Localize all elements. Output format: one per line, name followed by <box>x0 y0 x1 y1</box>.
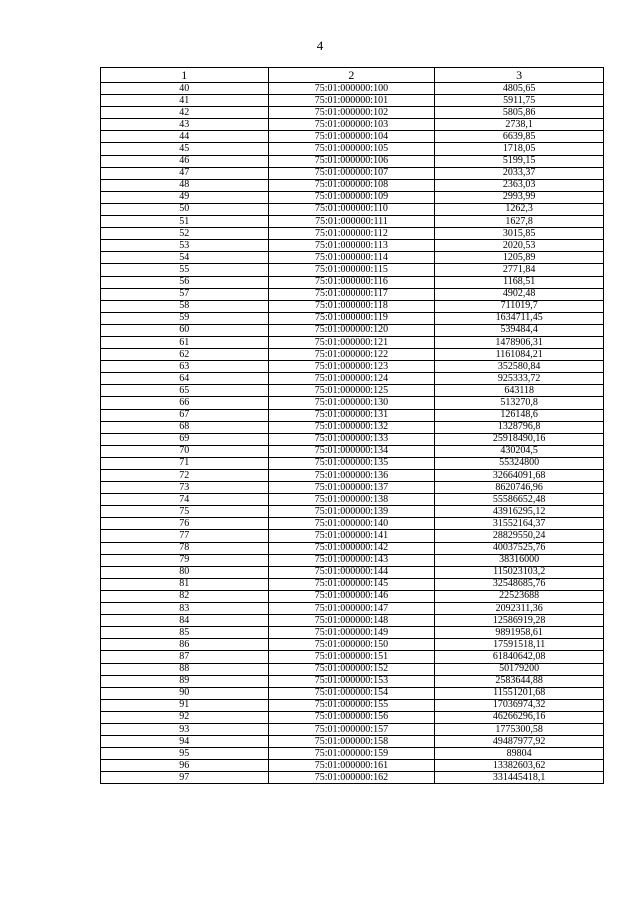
table-cell: 46266296,16 <box>435 711 604 723</box>
table-cell: 32664091,68 <box>435 470 604 482</box>
table-cell: 513270,8 <box>435 397 604 409</box>
table-cell: 75:01:000000:141 <box>268 530 435 542</box>
table-row <box>101 264 604 276</box>
data-table <box>100 67 604 784</box>
table-row <box>101 191 604 203</box>
table-cell: 68 <box>101 421 269 433</box>
table-cell: 66 <box>101 397 269 409</box>
table-cell: 70 <box>101 445 269 457</box>
table-row <box>101 530 604 542</box>
table-cell: 55586652,48 <box>435 494 604 506</box>
table-cell: 49487977,92 <box>435 736 604 748</box>
table-cell: 925333,72 <box>435 373 604 385</box>
table-cell: 539484,4 <box>435 324 604 336</box>
table-row <box>101 711 604 723</box>
table-cell: 75:01:000000:119 <box>268 312 435 324</box>
table-cell: 38316000 <box>435 554 604 566</box>
table-cell: 63 <box>101 361 269 373</box>
table-cell: 75:01:000000:149 <box>268 627 435 639</box>
table-cell: 75:01:000000:122 <box>268 349 435 361</box>
table-cell: 75:01:000000:113 <box>268 240 435 252</box>
table-row <box>101 578 604 590</box>
table-cell: 80 <box>101 566 269 578</box>
table-row <box>101 723 604 735</box>
table-cell: 40 <box>101 83 269 95</box>
table-cell: 54 <box>101 252 269 264</box>
table-row <box>101 506 604 518</box>
table-cell: 82 <box>101 590 269 602</box>
table-cell: 96 <box>101 760 269 772</box>
table-cell: 89 <box>101 675 269 687</box>
table-cell: 71 <box>101 457 269 469</box>
table-cell: 75:01:000000:159 <box>268 748 435 760</box>
table-row <box>101 421 604 433</box>
table-cell: 2033,37 <box>435 167 604 179</box>
table-cell: 75:01:000000:143 <box>268 554 435 566</box>
table-cell: 2020,53 <box>435 240 604 252</box>
table-cell: 79 <box>101 554 269 566</box>
table-cell: 78 <box>101 542 269 554</box>
table-cell: 64 <box>101 373 269 385</box>
table-row <box>101 179 604 191</box>
table-cell: 69 <box>101 433 269 445</box>
table-row <box>101 542 604 554</box>
table-cell: 2363,03 <box>435 179 604 191</box>
table-cell: 89804 <box>435 748 604 760</box>
table-cell: 75:01:000000:156 <box>268 711 435 723</box>
table-cell: 1205,89 <box>435 252 604 264</box>
table-cell: 75:01:000000:104 <box>268 131 435 143</box>
table-cell: 5805,86 <box>435 107 604 119</box>
table-row <box>101 373 604 385</box>
table-cell: 42 <box>101 107 269 119</box>
table-cell: 75:01:000000:100 <box>268 83 435 95</box>
table-cell: 91 <box>101 699 269 711</box>
table-cell: 1478906,31 <box>435 336 604 348</box>
table-cell: 74 <box>101 494 269 506</box>
table-cell: 48 <box>101 179 269 191</box>
table-cell: 12586919,28 <box>435 615 604 627</box>
table-cell: 75:01:000000:121 <box>268 336 435 348</box>
table-row <box>101 240 604 252</box>
table-cell: 1775300,58 <box>435 723 604 735</box>
table-cell: 58 <box>101 300 269 312</box>
table-cell: 87 <box>101 651 269 663</box>
table-cell: 75:01:000000:118 <box>268 300 435 312</box>
table-row <box>101 639 604 651</box>
table-cell: 75:01:000000:140 <box>268 518 435 530</box>
table-cell: 711019,7 <box>435 300 604 312</box>
table-cell: 17591518,11 <box>435 639 604 651</box>
table-cell: 5199,15 <box>435 155 604 167</box>
table-cell: 430204,5 <box>435 445 604 457</box>
table-cell: 75:01:000000:124 <box>268 373 435 385</box>
table-cell: 88 <box>101 663 269 675</box>
table-row <box>101 361 604 373</box>
table-row <box>101 748 604 760</box>
table-row <box>101 518 604 530</box>
table-cell: 75:01:000000:142 <box>268 542 435 554</box>
table-cell: 49 <box>101 191 269 203</box>
table-cell: 13382603,62 <box>435 760 604 772</box>
table-cell: 40037525,76 <box>435 542 604 554</box>
table-cell: 75:01:000000:109 <box>268 191 435 203</box>
table-cell: 22523688 <box>435 590 604 602</box>
table-cell: 81 <box>101 578 269 590</box>
column-header: 2 <box>268 68 435 83</box>
table-cell: 75:01:000000:132 <box>268 421 435 433</box>
table-row <box>101 336 604 348</box>
table-row <box>101 699 604 711</box>
table-cell: 75:01:000000:150 <box>268 639 435 651</box>
table-cell: 643118 <box>435 385 604 397</box>
table-row <box>101 276 604 288</box>
table-cell: 11551201,68 <box>435 687 604 699</box>
table-cell: 43 <box>101 119 269 131</box>
table-row <box>101 470 604 482</box>
table-cell: 25918490,16 <box>435 433 604 445</box>
table-cell: 92 <box>101 711 269 723</box>
table-cell: 75:01:000000:111 <box>268 216 435 228</box>
table-cell: 77 <box>101 530 269 542</box>
table-cell: 50 <box>101 203 269 215</box>
table-cell: 60 <box>101 324 269 336</box>
table-cell: 86 <box>101 639 269 651</box>
table-cell: 67 <box>101 409 269 421</box>
table-cell: 75:01:000000:130 <box>268 397 435 409</box>
table-cell: 1262,3 <box>435 203 604 215</box>
table-row <box>101 288 604 300</box>
table-cell: 62 <box>101 349 269 361</box>
table-cell: 65 <box>101 385 269 397</box>
table-cell: 75:01:000000:144 <box>268 566 435 578</box>
table-row <box>101 760 604 772</box>
table-row <box>101 554 604 566</box>
table-row <box>101 203 604 215</box>
table-cell: 95 <box>101 748 269 760</box>
table-cell: 2583644,88 <box>435 675 604 687</box>
table-cell: 1328796,8 <box>435 421 604 433</box>
table-cell: 83 <box>101 603 269 615</box>
table-cell: 6639,85 <box>435 131 604 143</box>
table-cell: 75:01:000000:158 <box>268 736 435 748</box>
table-cell: 1634711,45 <box>435 312 604 324</box>
table-cell: 52 <box>101 228 269 240</box>
page-number: 4 <box>316 38 324 53</box>
table-cell: 1627,8 <box>435 216 604 228</box>
table-cell: 55 <box>101 264 269 276</box>
table-cell: 31552164,37 <box>435 518 604 530</box>
table-cell: 61 <box>101 336 269 348</box>
table-cell: 75:01:000000:136 <box>268 470 435 482</box>
table-row <box>101 482 604 494</box>
table-cell: 115023103,2 <box>435 566 604 578</box>
table-cell: 1168,51 <box>435 276 604 288</box>
table-row <box>101 603 604 615</box>
table-cell: 75:01:000000:137 <box>268 482 435 494</box>
table-cell: 75:01:000000:123 <box>268 361 435 373</box>
table-cell: 75:01:000000:133 <box>268 433 435 445</box>
column-header: 3 <box>435 68 604 83</box>
table-cell: 57 <box>101 288 269 300</box>
table-row <box>101 772 604 784</box>
table-cell: 331445418,1 <box>435 772 604 784</box>
table-cell: 47 <box>101 167 269 179</box>
table-cell: 75:01:000000:106 <box>268 155 435 167</box>
table-cell: 75:01:000000:101 <box>268 95 435 107</box>
table-cell: 75:01:000000:117 <box>268 288 435 300</box>
table-row <box>101 409 604 421</box>
table-row <box>101 312 604 324</box>
table-cell: 55324800 <box>435 457 604 469</box>
table-row <box>101 107 604 119</box>
table-row <box>101 590 604 602</box>
table-cell: 75:01:000000:154 <box>268 687 435 699</box>
table-row <box>101 385 604 397</box>
table-row <box>101 324 604 336</box>
table-cell: 75:01:000000:139 <box>268 506 435 518</box>
table-cell: 51 <box>101 216 269 228</box>
table-cell: 75:01:000000:114 <box>268 252 435 264</box>
table-cell: 17036974,32 <box>435 699 604 711</box>
table-cell: 93 <box>101 723 269 735</box>
table-cell: 28829550,24 <box>435 530 604 542</box>
table-cell: 1161084,21 <box>435 349 604 361</box>
table-cell: 9891958,61 <box>435 627 604 639</box>
table-row <box>101 155 604 167</box>
table-row <box>101 433 604 445</box>
table-cell: 75:01:000000:110 <box>268 203 435 215</box>
table-row <box>101 736 604 748</box>
table-row <box>101 300 604 312</box>
table-cell: 2771,84 <box>435 264 604 276</box>
table-cell: 90 <box>101 687 269 699</box>
table-row <box>101 95 604 107</box>
table-cell: 75:01:000000:108 <box>268 179 435 191</box>
table-cell: 75:01:000000:162 <box>268 772 435 784</box>
table-row <box>101 143 604 155</box>
table-cell: 61840642,08 <box>435 651 604 663</box>
table-cell: 84 <box>101 615 269 627</box>
table-cell: 75:01:000000:134 <box>268 445 435 457</box>
table-row <box>101 566 604 578</box>
table-row <box>101 651 604 663</box>
table-cell: 32548685,76 <box>435 578 604 590</box>
table-cell: 46 <box>101 155 269 167</box>
table-cell: 75:01:000000:112 <box>268 228 435 240</box>
table-cell: 75:01:000000:145 <box>268 578 435 590</box>
table-cell: 126148,6 <box>435 409 604 421</box>
table-row <box>101 83 604 95</box>
column-header: 1 <box>101 68 269 83</box>
table-row <box>101 675 604 687</box>
table-header-row <box>101 68 604 83</box>
table-row <box>101 494 604 506</box>
table-cell: 2993,99 <box>435 191 604 203</box>
table-cell: 4902,48 <box>435 288 604 300</box>
table-cell: 75:01:000000:147 <box>268 603 435 615</box>
table-cell: 75:01:000000:120 <box>268 324 435 336</box>
table-cell: 76 <box>101 518 269 530</box>
table-cell: 75:01:000000:102 <box>268 107 435 119</box>
table-row <box>101 228 604 240</box>
table-cell: 75:01:000000:148 <box>268 615 435 627</box>
table-cell: 4805,65 <box>435 83 604 95</box>
table-cell: 94 <box>101 736 269 748</box>
table-cell: 44 <box>101 131 269 143</box>
table-row <box>101 615 604 627</box>
table-cell: 85 <box>101 627 269 639</box>
table-cell: 75:01:000000:157 <box>268 723 435 735</box>
table-cell: 73 <box>101 482 269 494</box>
table-row <box>101 119 604 131</box>
table-row <box>101 687 604 699</box>
table-cell: 75:01:000000:107 <box>268 167 435 179</box>
table-cell: 59 <box>101 312 269 324</box>
table-cell: 75:01:000000:125 <box>268 385 435 397</box>
table-row <box>101 397 604 409</box>
table-cell: 56 <box>101 276 269 288</box>
table-cell: 75:01:000000:153 <box>268 675 435 687</box>
table-cell: 50179200 <box>435 663 604 675</box>
table-cell: 41 <box>101 95 269 107</box>
table-cell: 75:01:000000:155 <box>268 699 435 711</box>
table-cell: 352580,84 <box>435 361 604 373</box>
table-cell: 75:01:000000:138 <box>268 494 435 506</box>
table-cell: 75:01:000000:105 <box>268 143 435 155</box>
table-cell: 8620746,96 <box>435 482 604 494</box>
table-row <box>101 252 604 264</box>
table-cell: 53 <box>101 240 269 252</box>
table-row <box>101 167 604 179</box>
table-cell: 75:01:000000:103 <box>268 119 435 131</box>
table-row <box>101 445 604 457</box>
table-cell: 1718,05 <box>435 143 604 155</box>
table-cell: 45 <box>101 143 269 155</box>
table-cell: 75:01:000000:135 <box>268 457 435 469</box>
table-cell: 75:01:000000:131 <box>268 409 435 421</box>
table-cell: 75 <box>101 506 269 518</box>
table-cell: 2092311,36 <box>435 603 604 615</box>
table-cell: 5911,75 <box>435 95 604 107</box>
table-cell: 2738,1 <box>435 119 604 131</box>
table-row <box>101 627 604 639</box>
table-cell: 75:01:000000:161 <box>268 760 435 772</box>
table-row <box>101 663 604 675</box>
table-row <box>101 349 604 361</box>
table-cell: 75:01:000000:116 <box>268 276 435 288</box>
table-cell: 3015,85 <box>435 228 604 240</box>
table-row <box>101 131 604 143</box>
table-row <box>101 457 604 469</box>
table-cell: 75:01:000000:115 <box>268 264 435 276</box>
table-body <box>101 83 604 784</box>
table-cell: 72 <box>101 470 269 482</box>
table-row <box>101 216 604 228</box>
table-cell: 75:01:000000:146 <box>268 590 435 602</box>
table-cell: 75:01:000000:152 <box>268 663 435 675</box>
table-cell: 97 <box>101 772 269 784</box>
table-cell: 43916295,12 <box>435 506 604 518</box>
table-cell: 75:01:000000:151 <box>268 651 435 663</box>
